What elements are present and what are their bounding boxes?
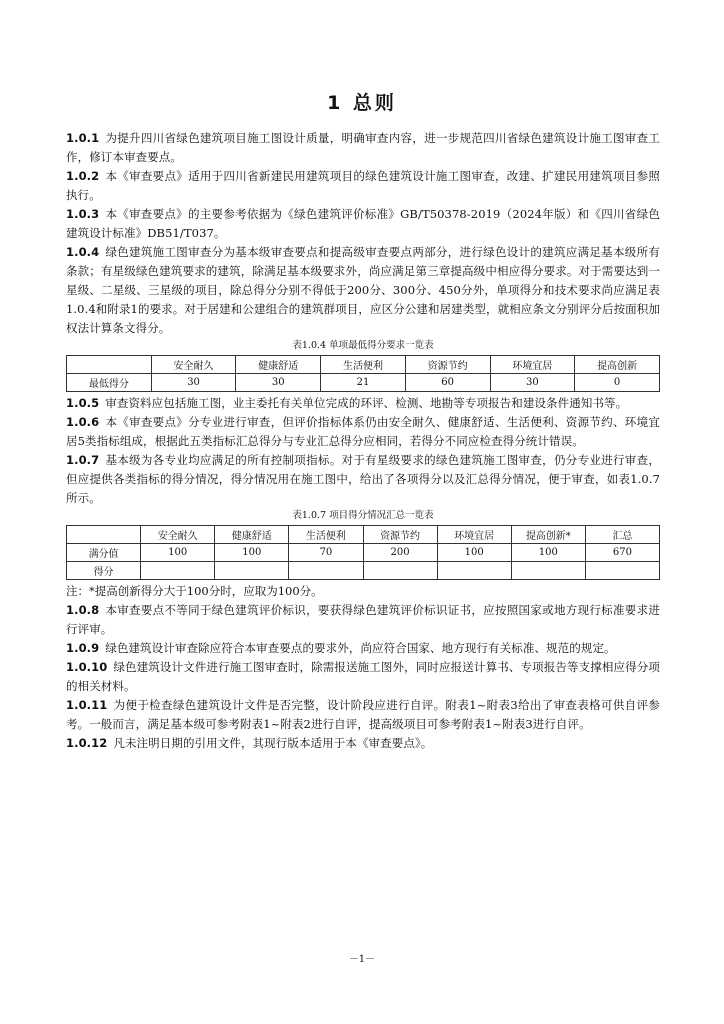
table-header-cell: 安全耐久 — [141, 526, 215, 544]
page-title: 1 总则 — [327, 92, 397, 114]
table-header-cell: 健康舒适 — [215, 526, 289, 544]
table-header-cell: 健康舒适 — [236, 356, 321, 374]
clause-1-0-12 — [66, 734, 660, 753]
clause-1-0-2 — [66, 167, 660, 205]
table-header-cell: 安全耐久 — [151, 356, 236, 374]
clause-number: 1.0.1 — [66, 131, 100, 145]
table-cell: 满分值 — [67, 544, 141, 562]
document-body — [66, 129, 660, 753]
table-cell — [141, 562, 215, 580]
min-score-table — [66, 355, 660, 392]
table-cell: 21 — [321, 374, 406, 392]
clause-number: 1.0.11 — [66, 698, 108, 712]
table-cell: 30 — [236, 374, 321, 392]
table-cell — [585, 562, 659, 580]
table-1-0-7-caption: 表1.0.7 项目得分情况汇总一览表 — [292, 510, 434, 521]
clause-1-0-4 — [66, 243, 660, 338]
table-header-cell: 环境宜居 — [490, 356, 575, 374]
clause-1-0-6 — [66, 413, 660, 451]
table-header-cell: 资源节约 — [405, 356, 490, 374]
clause-1-0-7 — [66, 451, 660, 508]
table-header-cell — [67, 356, 152, 374]
clause-number: 1.0.3 — [66, 207, 100, 221]
clause-number: 1.0.5 — [66, 396, 100, 410]
table-row — [67, 374, 660, 392]
clause-text: 审查资料应包括施工图，业主委托有关单位完成的环评、检测、地勘等专项报告和建设条件通知书等。 — [105, 396, 628, 410]
clause-number: 1.0.6 — [66, 415, 100, 429]
clause-number: 1.0.2 — [66, 169, 100, 183]
table-header-row — [67, 356, 660, 374]
clause-text: 为提升四川省绿色建筑项目施工图设计质量，明确审查内容，进一步规范四川省绿色建筑设计施工图审查工作，修订本审查要点。 — [66, 131, 660, 164]
clause-number: 1.0.10 — [66, 660, 108, 674]
table-header-cell: 生活便利 — [289, 526, 363, 544]
table-row — [67, 562, 660, 580]
table-cell — [511, 562, 585, 580]
table-header-cell: 资源节约 — [363, 526, 437, 544]
clause-text: 为便于检查绿色建筑设计文件是否完整，设计阶段应进行自评。附表1~附表3给出了审查表格可供自评参考。一般而言，满足基本级可参考附表1~附表2进行自评，提高级项目可参考附表1~附表3进行自评。 — [66, 698, 660, 731]
clause-text: 本审查要点不等同于绿色建筑评价标识，要获得绿色建筑评价标识证书，应按照国家或地方现行标准要求进行评审。 — [66, 603, 660, 636]
table-header-cell: 环境宜居 — [437, 526, 511, 544]
table-cell: 最低得分 — [67, 374, 152, 392]
clause-1-0-10 — [66, 658, 660, 696]
table-header-cell: 汇总 — [585, 526, 659, 544]
table-cell — [363, 562, 437, 580]
table-1-0-4-caption: 表1.0.4 单项最低得分要求一览表 — [292, 340, 434, 351]
clause-text: 凡未注明日期的引用文件，其现行版本适用于本《审查要点》。 — [113, 736, 433, 750]
clause-text: 绿色建筑设计审查除应符合本审查要点的要求外，尚应符合国家、地方现行有关标准、规范的规定。 — [105, 641, 616, 655]
table-header-row — [67, 526, 660, 544]
table-cell — [289, 562, 363, 580]
clause-1-0-11 — [66, 696, 660, 734]
table-cell — [437, 562, 511, 580]
clause-text: 绿色建筑施工图审查分为基本级审查要点和提高级审查要点两部分，进行绿色设计的建筑应满足基本级所有条款；有星级绿色建筑要求的建筑，除满足基本级要求外，尚应满足第三章提高级中相应得分要求。对于需要达到一星级、二星级、三星级的项目，除总得分分别不得低于200分、300分、450分外，单项得分和技术要求尚应满足表1.0.4和附录1的要求。对于居建和公建组合的建筑群项目，应区分公建和居建类型，就相应条文分别评分后按面积加权法计算条文得分。 — [66, 245, 660, 335]
table-header-cell — [67, 526, 141, 544]
table-cell: 60 — [405, 374, 490, 392]
clause-text: 本《审查要点》分专业进行审查，但评价指标体系仍由安全耐久、健康舒适、生活便利、资源节约、环境宜居5类指标组成，根据此五类指标汇总得分与专业汇总得分应相同，若得分不同应检查得分统计错误。 — [66, 415, 660, 448]
clause-text: 本《审查要点》的主要参考依据为《绿色建筑评价标准》GB/T50378-2019（2024年版）和《四川省绿色建筑设计标准》DB51/T037。 — [66, 207, 660, 240]
table-row — [67, 544, 660, 562]
clause-1-0-1 — [66, 129, 660, 167]
page-number: －1－ — [348, 954, 376, 965]
clause-text: 本《审查要点》适用于四川省新建民用建筑项目的绿色建筑设计施工图审查，改建、扩建民用建筑项目参照执行。 — [66, 169, 660, 202]
table-cell: 200 — [363, 544, 437, 562]
table-header-cell: 提高创新* — [511, 526, 585, 544]
table-cell: 得分 — [67, 562, 141, 580]
table-header-cell: 生活便利 — [321, 356, 406, 374]
table-cell: 30 — [490, 374, 575, 392]
table-header-cell: 提高创新 — [575, 356, 660, 374]
table-cell: 30 — [151, 374, 236, 392]
table-cell: 0 — [575, 374, 660, 392]
clause-number: 1.0.12 — [66, 736, 108, 750]
table-cell — [215, 562, 289, 580]
clause-text: 基本级为各专业均应满足的所有控制项指标。对于有星级要求的绿色建筑施工图审查，仍分专业进行审查，但应提供各类指标的得分情况，得分情况用在施工图中，给出了各项得分以及汇总得分情况，便于审查，如表1.0.7所示。 — [66, 453, 660, 505]
score-summary-table — [66, 525, 660, 580]
table-note: 注：*提高创新得分大于100分时，应取为100分。 — [66, 584, 323, 598]
table-cell: 100 — [141, 544, 215, 562]
table-cell: 100 — [437, 544, 511, 562]
table-cell: 670 — [585, 544, 659, 562]
clause-number: 1.0.9 — [66, 641, 100, 655]
table-cell: 70 — [289, 544, 363, 562]
clause-text: 绿色建筑设计文件进行施工图审查时，除需报送施工图外，同时应报送计算书、专项报告等支撑相应得分项的相关材料。 — [66, 660, 660, 693]
clause-1-0-3 — [66, 205, 660, 243]
clause-number: 1.0.4 — [66, 245, 100, 259]
table-cell: 100 — [511, 544, 585, 562]
table-cell: 100 — [215, 544, 289, 562]
clause-1-0-8 — [66, 601, 660, 639]
clause-number: 1.0.8 — [66, 603, 100, 617]
clause-1-0-9 — [66, 639, 660, 658]
clause-number: 1.0.7 — [66, 453, 100, 467]
clause-1-0-5 — [66, 394, 660, 413]
